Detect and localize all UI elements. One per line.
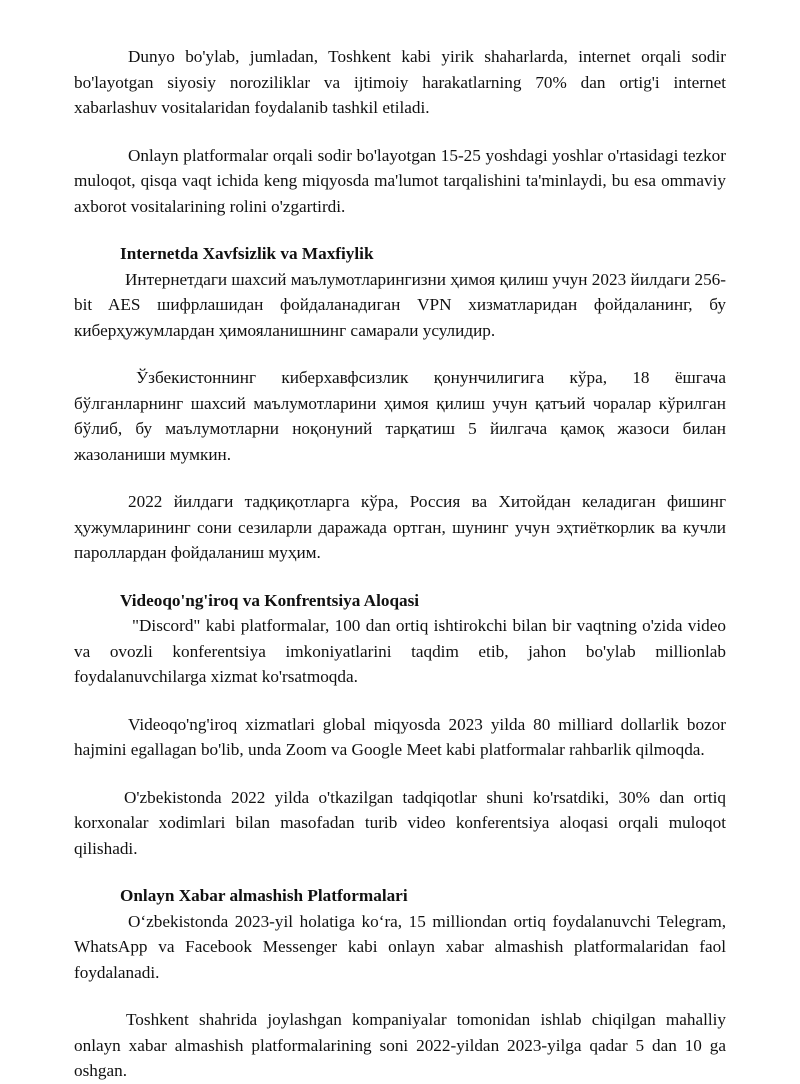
paragraph: Dunyo bo'ylab, jumladan, Toshkent kabi yirik shaharlarda, internet orqali sodir bo'layotgan siyosiy noroziliklar va ijtimoiy harakatlarning 70% dan ortig'i internet xabarlashuv vositalaridan foydalanib tashkil etiladi. — [74, 47, 726, 117]
paragraph: "Discord" kabi platformalar, 100 dan ortiq ishtirokchi bilan bir vaqtning o'zida video va ovozli konferentsiya imkoniyatlarini taqdim etib, jahon bo'ylab millionlab foydalanuvchilarga xizmat ko'rsatmoqda. — [74, 616, 726, 686]
section-heading-messaging: Onlayn Xabar almashish Platformalari — [120, 886, 408, 905]
paragraph: Videoqo'ng'iroq xizmatlari global miqyosda 2023 yilda 80 milliard dollarlik bozor hajmini egallagan bo'lib, unda Zoom va Google Meet kabi platformalar rahbarlik qilmoqda. — [74, 714, 726, 759]
paragraph: Toshkent shahrida joylashgan kompaniyalar tomonidan ishlab chiqilgan mahalliy onlayn xabar almashish platformalarining soni 2022-yildan 2023-yilga qadar 5 dan 10 ga oshgan. — [74, 1010, 726, 1080]
paragraph: Ўзбекистоннинг киберхавфсизлик қонунчилигига кўра, 18 ёшгача бўлганларнинг шахсий маълумотларини ҳимоя қилиш учун қатъий чоралар кўрилган бўлиб, бу маълумотларни ноқонуний тарқатиш 5 йилгача қамоқ жазоси билан жазоланиши мумкин. — [74, 368, 726, 464]
paragraph: Onlayn platformalar orqali sodir bo'layotgan 15-25 yoshdagi yoshlar o'rtasidagi tezkor muloqot, qisqa vaqt ichida keng miqyosda ma'lumot tarqalishini ta'minlaydi, bu esa ommaviy axborot vositalarining rolini o'zgartirdi. — [74, 145, 726, 216]
section-heading-security: Internetda Xavfsizlik va Maxfiylik — [120, 244, 374, 263]
paragraph: Интернетдаги шахсий маълумотларингизни ҳимоя қилиш учун 2023 йилдаги 256-bit AES шифрлашидан фойдаланадиган VPN хизматларидан фойдаланинг, бу киберҳужумлардан ҳимояланишнинг самарали усулидир. — [74, 269, 726, 340]
paragraph: O‘zbekistonda 2023-yil holatiga ko‘ra, 15 milliondan ortiq foydalanuvchi Telegram, WhatsApp va Facebook Messenger kabi onlayn xabar almashish platformalaridan faol foydalanadi. — [74, 911, 726, 982]
paragraph: O'zbekistonda 2022 yilda o'tkazilgan tadqiqotlar shuni ko'rsatdiki, 30% dan ortiq korxonalar xodimlari bilan masofadan turib video konferentsiya aloqasi orqali muloqot qilishadi. — [74, 787, 726, 858]
section-heading-video: Videoqo'ng'iroq va Konfrentsiya Aloqasi — [120, 590, 420, 610]
paragraph: 2022 йилдаги тадқиқотларга кўра, Россия ва Хитойдан келадиган фишинг ҳужумларининг сони сезиларли даражада ортган, шунинг учун эҳтиёткорлик ва кучли пароллардан фойдаланиш муҳим. — [74, 492, 726, 562]
document-page — [74, 44, 726, 1084]
